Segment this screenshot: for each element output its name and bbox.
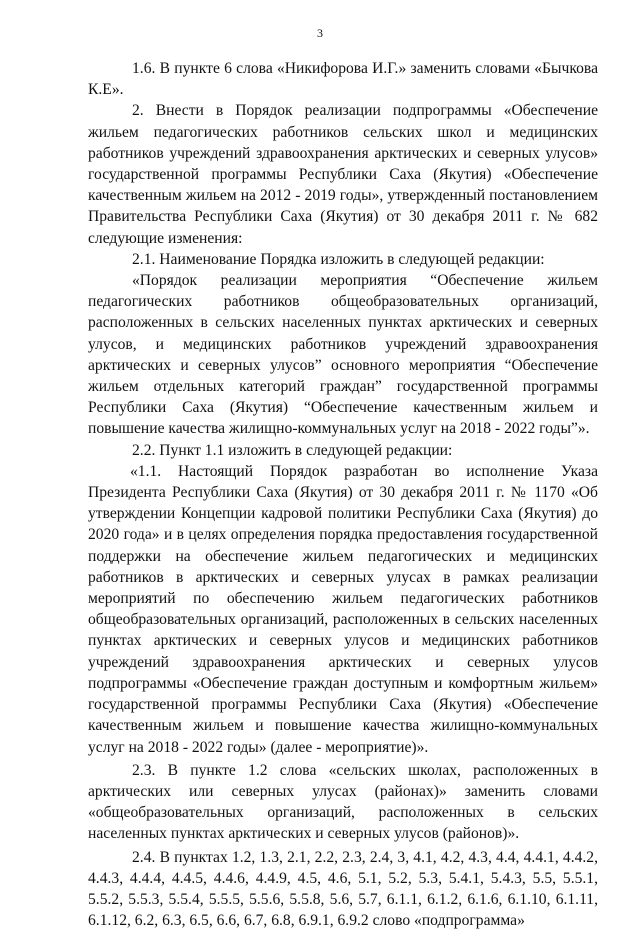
paragraph-2-2: 2.2. Пункт 1.1 изложить в следующей редакции: xyxy=(132,441,453,459)
page-number: 3 xyxy=(317,26,323,40)
paragraph-order-title: «Порядок реализации мероприятия “Обеспечение жильем педагогических работников общеобразовательных организаций, расположенных в сельских населенных пунктах арктических и северных улусов, и медицинских работников учреждений здравоохранения арктических и северных улусов” основного мероприятия “Обеспечение жильем отдельных категорий граждан” государственной программы Республики Саха (Якутия) “Обеспечение качественным жильем и повышение качества жилищно-коммунальных услуг на 2018 - 2022 годы”». xyxy=(88,272,598,438)
paragraph-2: 2. Внести в Порядок реализации подпрограммы «Обеспечение жильем педагогических работников сельских школ и медицинских работников учреждений здравоохранения арктических и северных улусов» государственной программы Республики Саха (Якутия) «Обеспечение качественным жильем на 2012 - 2019 годы», утвержденный постановлением Правительства Республики Саха (Якутия) от 30 декабря 2011 г. № 682 следующие изменения: xyxy=(88,102,598,247)
paragraph-1-1-quote: «1.1. Настоящий Порядок разработан во исполнение Указа Президента Республики Саха (Якутия) от 30 декабря 2011 г. № 1170 «Об утверждении Концепции кадровой политики Республики Саха (Якутия) до 2020 года» и в целях определения порядка предоставления государственной поддержки на обеспечение жильем педагогических и медицинских работников в арктических и северных улусах в рамках реализации мероприятий по обеспечению жильем педагогических работников общеобразовательных организаций, расположенных в сельских населенных пунктах арктических и северных улусов и медицинских работников учреждений здравоохранения арктических и северных улусов подпрограммы «Обеспечение граждан доступным и комфортным жильем» государственной программы Республики Саха (Якутия) «Обеспечение качественным жильем и повышение качества жилищно-коммунальных услуг на 2018 - 2022 годы» (далее - мероприятие)». xyxy=(88,462,598,756)
document-body xyxy=(88,58,598,931)
paragraph-2-3: 2.3. В пункте 1.2 слова «сельских школах, расположенных в арктических или северных улусах (районах)» заменить словами «общеобразовательных организаций, расположенных в сельских населенных пунктах арктических и северных улусов (районов)». xyxy=(88,761,598,843)
paragraph-1-6: 1.6. В пункте 6 слова «Никифорова И.Г.» заменить словами «Бычкова К.Е». xyxy=(88,60,598,99)
paragraph-2-1: 2.1. Наименование Порядка изложить в следующей редакции: xyxy=(132,250,545,268)
paragraph-2-4: 2.4. В пунктах 1.2, 1.3, 2.1, 2.2, 2.3, 2.4, 3, 4.1, 4.2, 4.3, 4.4, 4.4.1, 4.4.2, 4.4.3, 4.4.4, 4.4.5, 4.4.6, 4.4.9, 4.5, 4.6, 5.1, 5.2, 5.3, 5.4.1, 5.4.3, 5.5, 5.5.1, 5.5.2, 5.5.3, 5.5.4, 5.5.5, 5.5.6, 5.5.8, 5.6, 5.7, 6.1.1, 6.1.2, 6.1.6, 6.1.10, 6.1.11, 6.1.12, 6.2, 6.3, 6.5, 6.6, 6.7, 6.8, 6.9.1, 6.9.2 слово «подпрограмма» xyxy=(88,848,598,930)
